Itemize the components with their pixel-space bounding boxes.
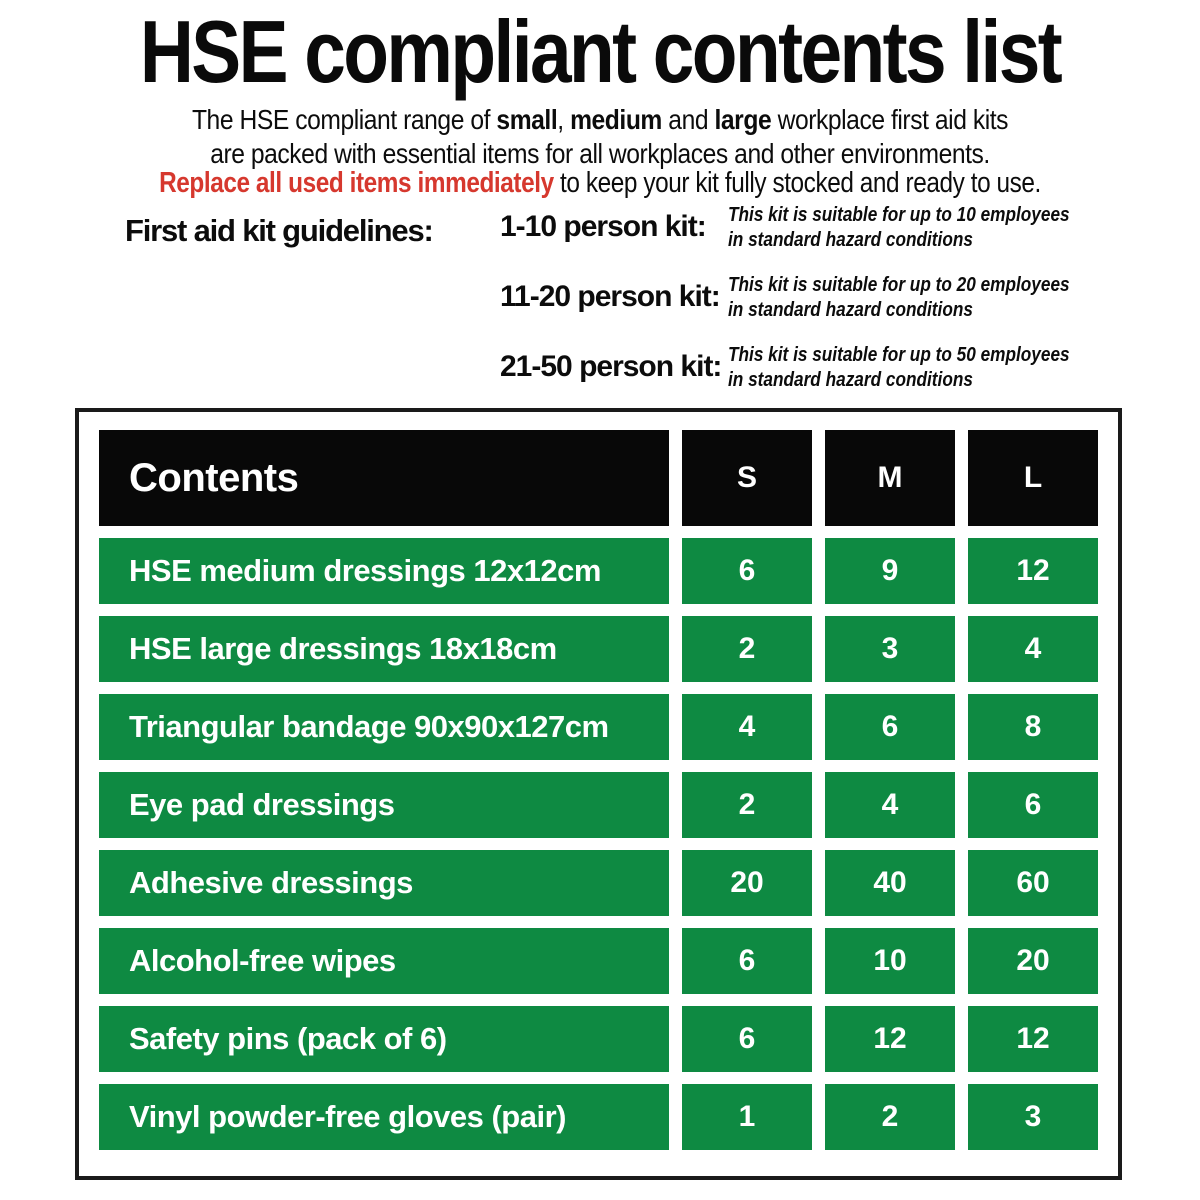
table-cell-qty-medium: 4 bbox=[825, 772, 955, 838]
table-row-item-name: Triangular bandage 90x90x127cm bbox=[99, 694, 669, 760]
replace-notice-rest: to keep your kit fully stocked and ready to use. bbox=[553, 167, 1041, 199]
kit-name: 21-50 person kit: bbox=[500, 350, 722, 383]
replace-notice bbox=[96, 166, 1104, 200]
guidelines-heading: First aid kit guidelines: bbox=[125, 213, 433, 248]
contents-table bbox=[75, 408, 1122, 1180]
table-cell-qty-medium: 9 bbox=[825, 538, 955, 604]
column-header-large: L bbox=[968, 430, 1098, 526]
kit-description bbox=[728, 342, 1070, 392]
intro-bold-medium: medium bbox=[570, 104, 662, 135]
table-cell-qty-large: 4 bbox=[968, 616, 1098, 682]
kit-description-line-1: This kit is suitable for up to 10 employees bbox=[728, 203, 1070, 226]
kit-description bbox=[728, 272, 1070, 322]
table-row-item-name: HSE large dressings 18x18cm bbox=[99, 616, 669, 682]
intro-line-1 bbox=[72, 103, 1128, 137]
intro-sep-2: and bbox=[661, 104, 715, 135]
kit-description-line-2: in standard hazard conditions bbox=[728, 228, 973, 251]
intro-tail: workplace first aid kits bbox=[771, 104, 1009, 135]
kit-guideline-row bbox=[500, 272, 1120, 322]
table-cell-qty-small: 20 bbox=[682, 850, 812, 916]
intro-text bbox=[0, 103, 1200, 171]
intro-bold-small: small bbox=[496, 104, 558, 135]
intro-line-2: are packed with essential items for all workplaces and other environments. bbox=[210, 138, 990, 169]
table-row-item-name: HSE medium dressings 12x12cm bbox=[99, 538, 669, 604]
table-cell-qty-medium: 12 bbox=[825, 1006, 955, 1072]
table-cell-qty-small: 6 bbox=[682, 928, 812, 994]
table-cell-qty-large: 12 bbox=[968, 538, 1098, 604]
table-cell-qty-small: 1 bbox=[682, 1084, 812, 1150]
kit-guideline-row bbox=[500, 342, 1120, 392]
kit-description-line-2: in standard hazard conditions bbox=[728, 368, 973, 391]
table-cell-qty-medium: 6 bbox=[825, 694, 955, 760]
table-cell-qty-large: 6 bbox=[968, 772, 1098, 838]
kit-description bbox=[728, 202, 1070, 252]
column-header-medium: M bbox=[825, 430, 955, 526]
table-cell-qty-medium: 3 bbox=[825, 616, 955, 682]
table-cell-qty-medium: 10 bbox=[825, 928, 955, 994]
table-cell-qty-large: 20 bbox=[968, 928, 1098, 994]
table-row-item-name: Vinyl powder-free gloves (pair) bbox=[99, 1084, 669, 1150]
table-row-item-name: Alcohol-free wipes bbox=[99, 928, 669, 994]
table-cell-qty-small: 4 bbox=[682, 694, 812, 760]
table-cell-qty-small: 2 bbox=[682, 772, 812, 838]
kit-description-line-1: This kit is suitable for up to 50 employees bbox=[728, 343, 1070, 366]
table-cell-qty-medium: 40 bbox=[825, 850, 955, 916]
kit-guidelines-list bbox=[500, 202, 1120, 412]
column-header-contents: Contents bbox=[99, 430, 669, 526]
kit-name: 11-20 person kit: bbox=[500, 280, 720, 313]
table-cell-qty-large: 3 bbox=[968, 1084, 1098, 1150]
intro-lead: The HSE compliant range of bbox=[191, 104, 497, 135]
table-row-item-name: Eye pad dressings bbox=[99, 772, 669, 838]
replace-notice-highlight: Replace all used items immediately bbox=[159, 167, 554, 199]
table-row-item-name: Adhesive dressings bbox=[99, 850, 669, 916]
table-cell-qty-small: 6 bbox=[682, 1006, 812, 1072]
kit-description-line-1: This kit is suitable for up to 20 employees bbox=[728, 273, 1070, 296]
kit-description-line-2: in standard hazard conditions bbox=[728, 298, 973, 321]
table-row-item-name: Safety pins (pack of 6) bbox=[99, 1006, 669, 1072]
table-cell-qty-large: 8 bbox=[968, 694, 1098, 760]
intro-bold-large: large bbox=[714, 104, 772, 135]
kit-guideline-row bbox=[500, 202, 1120, 252]
page-title: HSE compliant contents list bbox=[139, 2, 1061, 101]
intro-sep-1: , bbox=[557, 104, 571, 135]
table-cell-qty-large: 60 bbox=[968, 850, 1098, 916]
column-header-small: S bbox=[682, 430, 812, 526]
table-cell-qty-small: 2 bbox=[682, 616, 812, 682]
table-cell-qty-small: 6 bbox=[682, 538, 812, 604]
kit-name: 1-10 person kit: bbox=[500, 210, 706, 243]
table-cell-qty-medium: 2 bbox=[825, 1084, 955, 1150]
table-cell-qty-large: 12 bbox=[968, 1006, 1098, 1072]
